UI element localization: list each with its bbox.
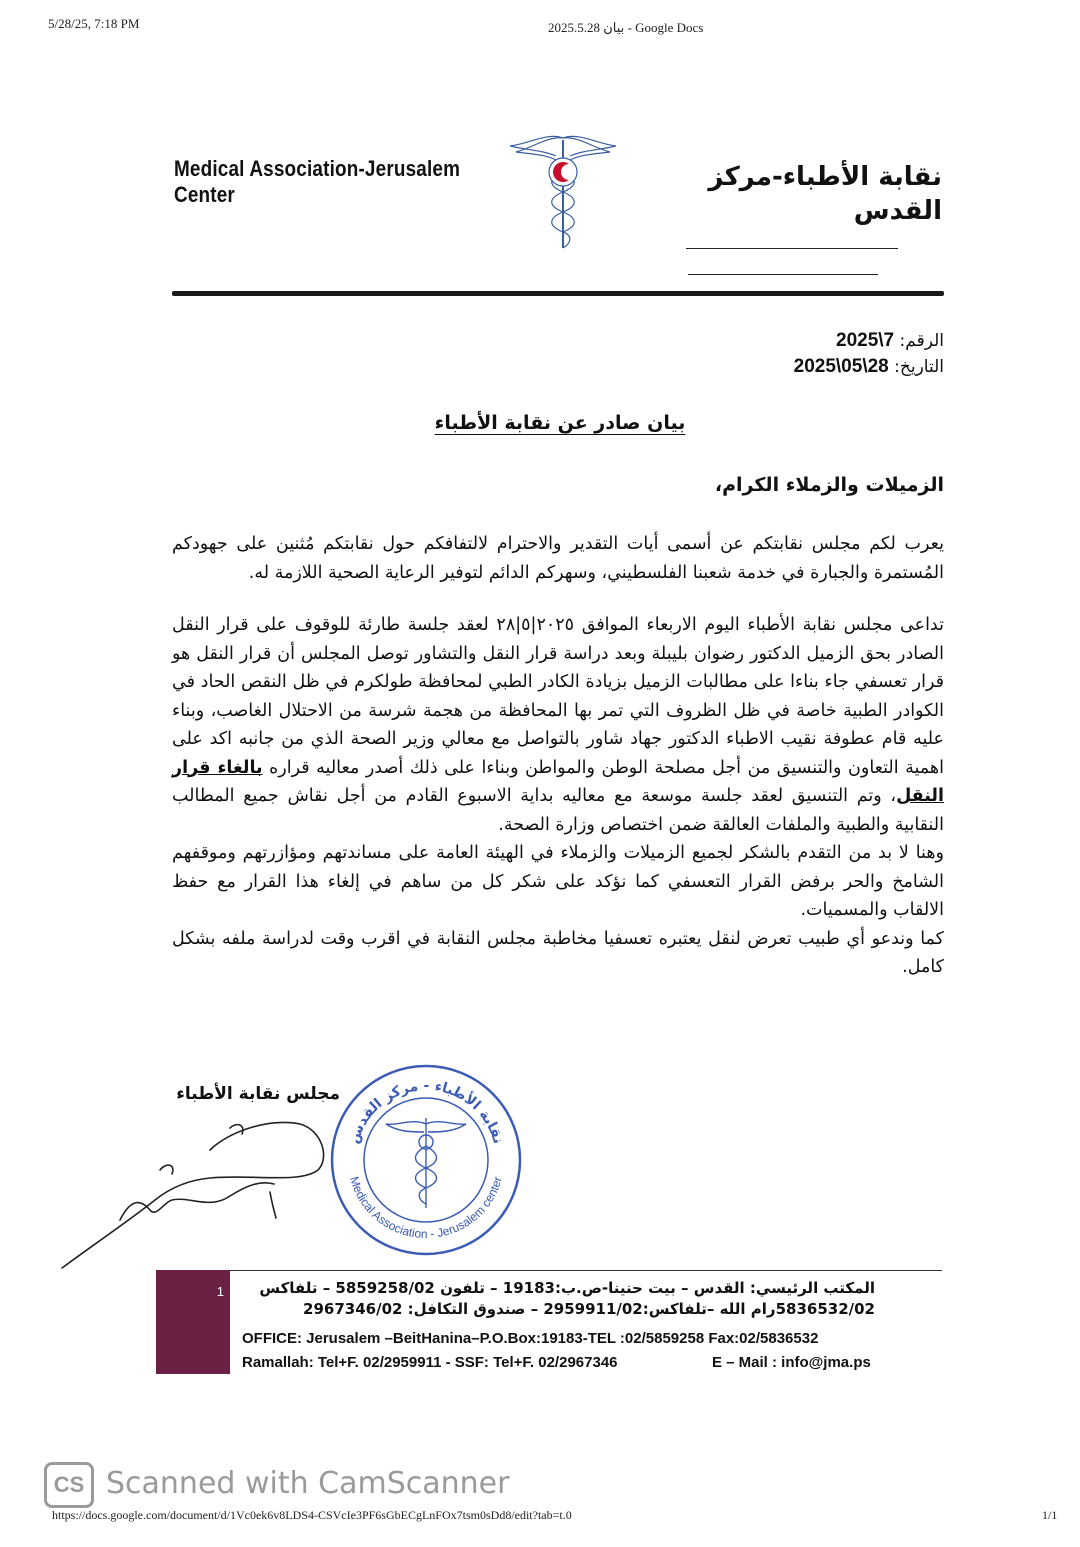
association-name-en xyxy=(174,156,460,208)
reference-date-value: 2025\05\28 xyxy=(793,356,889,377)
official-stamp xyxy=(328,1062,524,1258)
print-datetime: 5/28/25, 7:18 PM xyxy=(48,16,140,31)
reference-date xyxy=(600,354,944,380)
salutation: الزميلات والزملاء الكرام، xyxy=(714,474,944,496)
footer-top-rule xyxy=(230,1270,942,1271)
association-name-en-line2: Center xyxy=(174,182,235,207)
cancel-transfer-emphasis: بالغاء قرار النقل xyxy=(172,757,944,806)
print-url: https://docs.google.com/document/d/1Vc0ek6v8LDS4-CSVcIe3PF6sGbECgLnFOx7tsm0sDd8/edit?tab=t.0 xyxy=(52,1508,572,1522)
reference-number-label: الرقم: xyxy=(899,331,944,351)
print-page-count: 1/1 xyxy=(1042,1508,1058,1522)
footer-address-en-line2: Ramallah: Tel+F. 02/2959911 - SSF: Tel+F. 02/2967346 xyxy=(242,1354,618,1371)
camscanner-logo-icon: CS xyxy=(44,1462,94,1508)
caduceus-crescent-icon xyxy=(508,130,618,252)
letterhead-blank-line-2 xyxy=(688,274,878,275)
letterhead-rule xyxy=(172,291,944,296)
association-name-ar-line1: نقابة الأطباء-مركز xyxy=(708,162,942,192)
print-doc-title: 2025.5.28 بيان - Google Docs xyxy=(548,20,704,35)
reference-number-value: 2025\7 xyxy=(836,330,895,351)
footer-address-en-line1: OFFICE: Jerusalem –BeitHanina–P.O.Box:19183-TEL :02/5859258 Fax:02/5836532 xyxy=(242,1330,819,1347)
paragraph-transfer-decision xyxy=(172,611,944,839)
paragraph-thanks: وهنا لا بد من التقدم بالشكر لجميع الزميلات والزملاء في الهيئة العامة على مساندتهم ومؤازرتهم وموقفهم الشامخ والحر برفض القرار التعسفي كما نؤكد على شكر كل من ساهم في إلغاء هذا القرار مع حفظ الالقاب والمسميات. xyxy=(172,843,944,920)
association-name-ar xyxy=(700,160,942,228)
footer-email: E – Mail : info@jma.ps xyxy=(712,1354,871,1371)
association-name-en-line1: Medical Association-Jerusalem xyxy=(174,156,461,181)
footer-page-number: 1 xyxy=(216,1284,224,1299)
reference-date-label: التاريخ: xyxy=(894,357,944,377)
association-name-ar-line2: القدس xyxy=(853,196,942,226)
footer-address-ar-line1: المكتب الرئيسي: القدس – بيت حنينا-ص.ب:19183 – تلفون 5859258/02 – تلفاكس xyxy=(259,1279,875,1297)
handwritten-signature xyxy=(60,1100,360,1270)
statement-body xyxy=(172,530,944,982)
statement-heading: بيان صادر عن نقابة الأطباء xyxy=(434,412,686,434)
stamp-text-en: Medical Association - Jerusalem center xyxy=(347,1174,505,1242)
paragraph-transfer-text-end: ، وتم التنسيق لعقد جلسة موسعة مع معاليه بداية الاسبوع القادم من أجل نقاش جميع المطالب النقابية والطبية والملفات العالقة ضمن اختصاص وزارة الصحة. xyxy=(172,786,944,835)
reference-block xyxy=(600,328,944,380)
paragraph-transfer-text: تداعى مجلس نقابة الأطباء اليوم الاربعاء الموافق ٢٠٢٥|٥|٢٨ لعقد جلسة طارئة للوقوف على قرار النقل الصادر بحق الزميل الدكتور رضوان بليبلة وبعد دراسة قرار النقل والتشاور توصل المجلس أن قرار النقل هو قرار تعسفي جاء بناءا على مطالبات الزميل بزيادة الكادر الطبي لمحافظة طولكرم في ظل النقص الحاد في الكوادر الطبية خاصة في ظل الظروف التي تمر بها المحافظة من هجمة شرسة من الاحتلال الغاصب، وبناء عليه قام عطوفة نقيب الاطباء الدكتور جهاد شاور بالتواصل مع معالي وزير الصحة الذي من جانبه اكد على اهمية التعاون والتنسيق من أجل مصلحة الوطن والمواطن وبناءا على ذلك أصدر معاليه قراره xyxy=(172,615,944,778)
camscanner-watermark: Scanned with CamScanner xyxy=(106,1466,510,1501)
footer-address-ar xyxy=(240,1278,875,1320)
council-signature-title: مجلس نقابة الأطباء xyxy=(176,1084,340,1104)
footer-color-block xyxy=(156,1270,230,1374)
paragraph-appreciation: يعرب لكم مجلس نقابتكم عن أسمى أيات التقدير والاحترام لالتفافكم حول نقابتكم مُثنين على جهودكم المُستمرة والجبارة في خدمة شعبنا الفلسطيني، وسهركم الدائم لتوفير الرعاية الصحية اللازمة له. xyxy=(172,534,944,583)
reference-number xyxy=(600,328,944,354)
footer-address-ar-line2: 5836532/02رام الله –تلفاكس:2959911/02 – صندوق التكافل: 2967346/02 xyxy=(303,1300,875,1318)
stamp-text-ar: نقابة الأطباء - مركز القدس xyxy=(345,1077,506,1146)
paragraph-invitation: كما وندعو أي طبيب تعرض لنقل يعتبره تعسفيا مخاطبة مجلس النقابة في اقرب وقت لدراسة ملفه بشكل كامل. xyxy=(172,928,944,977)
letterhead-blank-line-1 xyxy=(686,248,898,249)
